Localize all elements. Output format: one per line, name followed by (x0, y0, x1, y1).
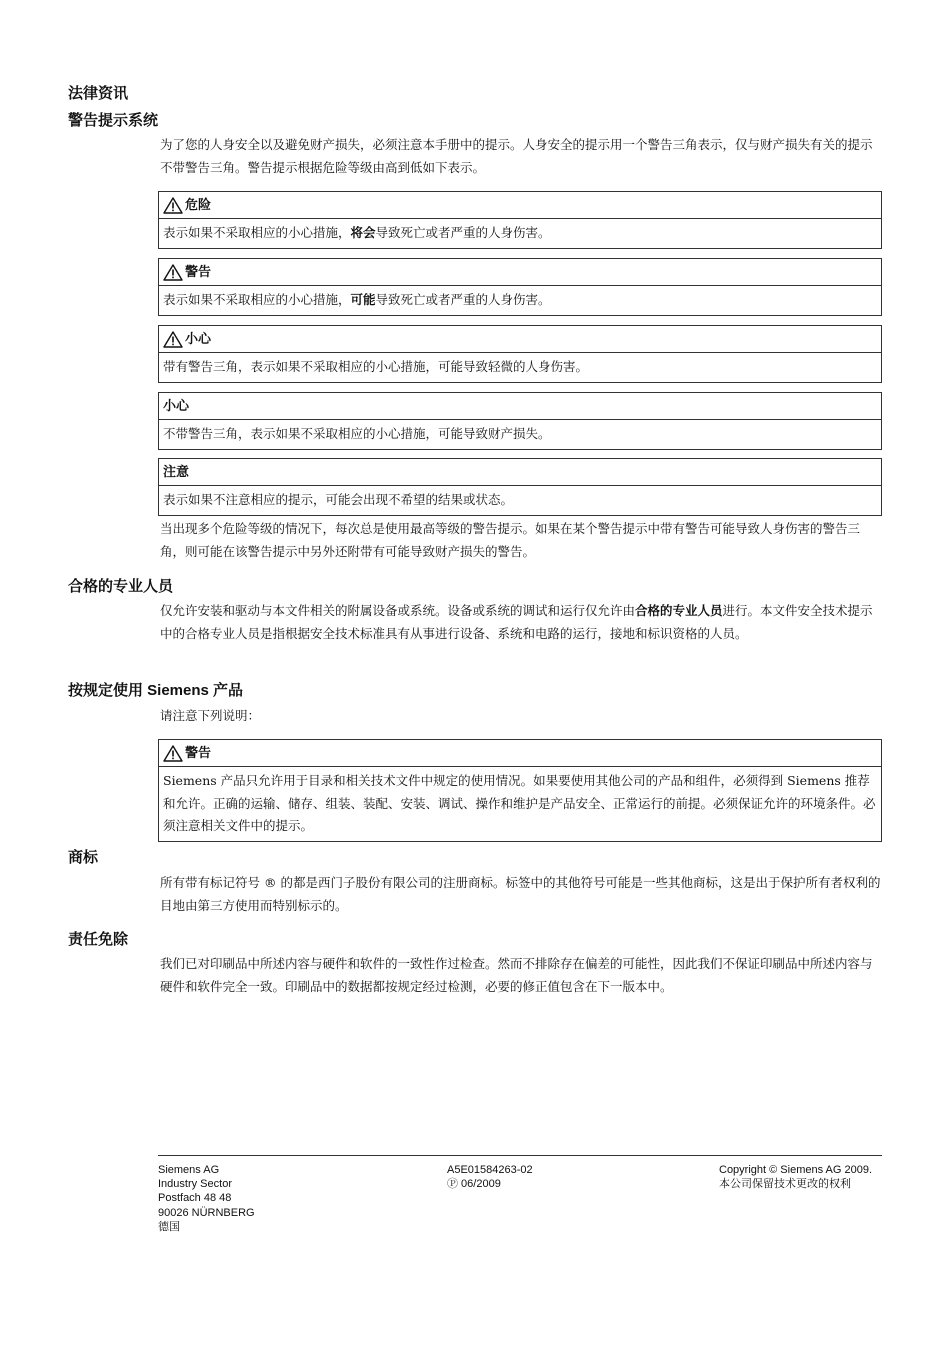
footer-address (158, 1163, 255, 1234)
proper-use-warning-title: 警告 (185, 745, 212, 760)
doc-date: Ⓟ 06/2009 (447, 1178, 501, 1191)
doc-number: A5E01584263-02 (447, 1164, 533, 1176)
footer-divider (158, 1155, 882, 1156)
notice-text: 表示如果不注意相应的提示，可能会出现不希望的结果或状态。 (163, 492, 514, 507)
caution-triangle-text: 带有警告三角，表示如果不采取相应的小心措施，可能导致轻微的人身伤害。 (163, 359, 589, 374)
caution-box (158, 392, 882, 450)
danger-box (158, 191, 882, 249)
warning-text-post: 导致死亡或者严重的人身伤害。 (375, 292, 551, 307)
proper-use-heading: 按规定使用 Siemens 产品 (68, 682, 244, 699)
address-line: 德国 (158, 1220, 180, 1233)
proper-use-warning-text: Siemens 产品只允许用于目录和相关技术文件中规定的使用情况。如果要使用其他公司的产品和组件，必须得到 Siemens 推荐和允许。正确的运输、储存、组装、装配、安装、调试、操作和维护是产品安全、正常运行的前提。必须保证允许的环境条件。必须注意相关文件中的提示。 (163, 773, 876, 833)
legal-heading: 法律资讯 (68, 85, 129, 102)
notice-box (158, 458, 882, 516)
disclaimer-heading: 责任免除 (68, 931, 129, 948)
footer-copyright (719, 1163, 872, 1191)
danger-text-post: 导致死亡或者严重的人身伤害。 (375, 225, 551, 240)
proper-use-intro: 请注意下列说明： (160, 708, 261, 723)
multi-hazard-paragraph: 当出现多个危险等级的情况下，每次总是使用最高等级的警告提示。如果在某个警告提示中带有警告可能导致人身伤害的警告三角，则可能在该警告提示中另外还附带有可能导致财产损失的警告。 (160, 521, 861, 559)
warning-triangle-icon (163, 331, 183, 348)
caution-triangle-box (158, 325, 882, 383)
qualified-heading: 合格的专业人员 (68, 578, 174, 595)
qualified-text-pre: 仅允许安装和驱动与本文件相关的附属设备或系统。设备或系统的调试和运行仅允许由 (160, 603, 636, 618)
warning-triangle-icon (163, 264, 183, 281)
copyright-text: Copyright © Siemens AG 2009. (719, 1164, 873, 1176)
warning-text-strong: 可能 (350, 293, 376, 307)
warning-title: 警告 (185, 264, 212, 279)
danger-text-pre: 表示如果不采取相应的小心措施， (163, 225, 351, 240)
address-line: Postfach 48 48 (158, 1192, 232, 1205)
warning-triangle-icon (163, 197, 183, 214)
footer-document-info (447, 1163, 533, 1191)
qualified-text-strong: 合格的专业人员 (635, 604, 723, 618)
warning-text-pre: 表示如果不采取相应的小心措施， (163, 292, 351, 307)
caution-triangle-title: 小心 (185, 331, 212, 346)
danger-text-strong: 将会 (350, 226, 376, 240)
trademarks-heading: 商标 (68, 849, 99, 866)
trademarks-paragraph: 所有带有标记符号 ® 的都是西门子股份有限公司的注册商标。标签中的其他符号可能是一些其他商标，这是出于保护所有者权利的 目地由第三方使用而特别标示的。 (160, 875, 881, 913)
address-line: Industry Sector (158, 1178, 232, 1191)
warning-triangle-icon (163, 745, 183, 762)
danger-title: 危险 (185, 197, 212, 212)
warning-system-heading: 警告提示系统 (68, 112, 159, 129)
rights-text: 本公司保留技术更改的权利 (719, 1178, 851, 1191)
warning-box (158, 258, 882, 316)
qualified-text-post: 进行。本文件安全技术提示中的合格专业人员是指根据安全技术标准具有从事进行设备、系统和电路的运行，接地和标识资格的人员。 (160, 603, 873, 641)
address-line: Siemens AG (158, 1164, 220, 1176)
intro-paragraph: 为了您的人身安全以及避免财产损失，必须注意本手册中的提示。人身安全的提示用一个警告三角表示，仅与财产损失有关的提示不带警告三角。警告提示根据危险等级由高到低如下表示。 (160, 137, 873, 175)
qualified-paragraph (160, 600, 882, 645)
disclaimer-paragraph: 我们已对印刷品中所述内容与硬件和软件的一致性作过检查。然而不排除存在偏差的可能性，因此我们不保证印刷品中所述内容与硬件和软件完全一致。印刷品中的数据都按规定经过检测，必要的修正值包含在下一版本中。 (160, 956, 873, 994)
caution-text: 不带警告三角，表示如果不采取相应的小心措施，可能导致财产损失。 (163, 426, 551, 441)
proper-use-warning-box (158, 739, 882, 842)
caution-title: 小心 (163, 398, 190, 413)
address-line: 90026 NÜRNBERG (158, 1206, 255, 1219)
notice-title: 注意 (163, 464, 190, 479)
